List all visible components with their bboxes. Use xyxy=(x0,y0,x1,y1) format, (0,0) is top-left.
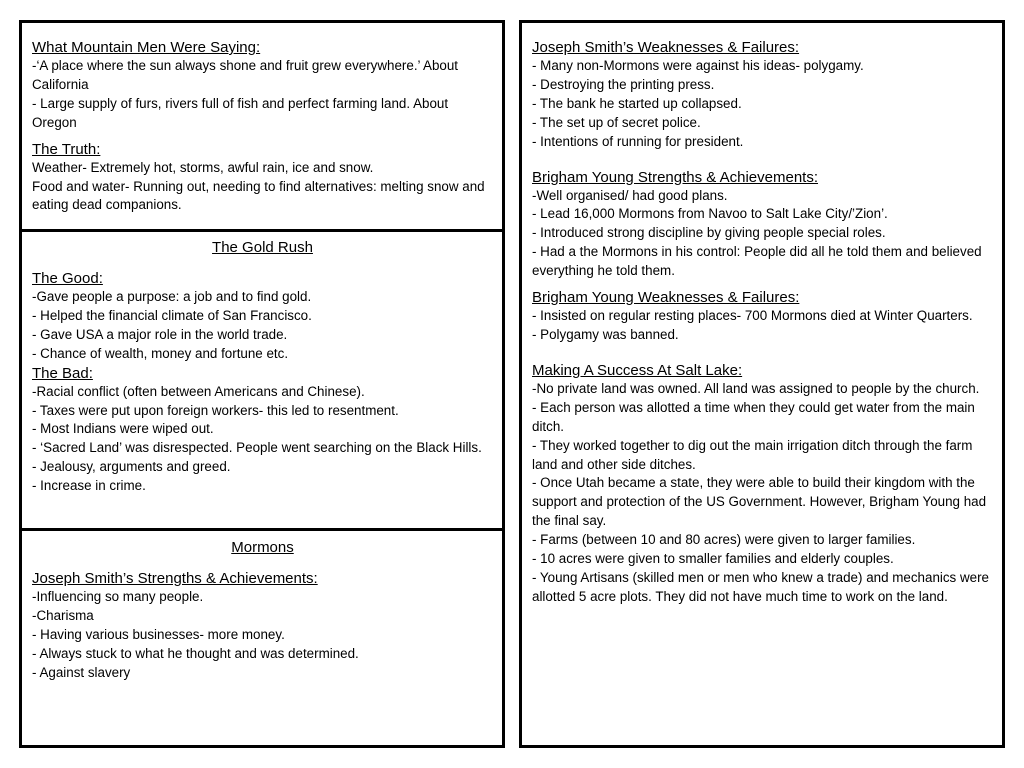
by-strengths-line: - Introduced strong discipline by giving people special roles. xyxy=(532,225,886,241)
salt-lake-line: - They worked together to dig out the main irrigation ditch through the farm land and other side ditches. xyxy=(532,437,973,472)
js-strengths-line: -Influencing so many people. xyxy=(32,589,204,604)
good-heading: The Good: xyxy=(32,270,103,287)
by-strengths-heading: Brigham Young Strengths & Achievements: xyxy=(532,168,819,186)
bad-line: - Taxes were put upon foreign workers- this led to resentment. xyxy=(32,402,399,418)
good-line: -Gave people a purpose: a job and to find gold. xyxy=(32,289,312,304)
mountain-men-panel xyxy=(19,20,505,232)
by-strengths-line: - Lead 16,000 Mormons from Navoo to Salt Lake City/’Zion’. xyxy=(532,206,888,222)
js-strengths-heading: Joseph Smith’s Strengths & Achievements: xyxy=(32,570,318,587)
salt-lake-line: - 10 acres were given to smaller families and elderly couples. xyxy=(532,551,894,567)
js-weaknesses-line: - Intentions of running for president. xyxy=(532,133,744,149)
js-strengths-line: - Always stuck to what he thought and was determined. xyxy=(32,645,359,661)
bad-line: - Increase in crime. xyxy=(32,478,146,494)
mountain-men-line: - Large supply of furs, rivers full of fish and perfect farming land. About Oregon xyxy=(32,95,449,130)
mountain-men-heading: What Mountain Men Were Saying: xyxy=(32,39,261,56)
bad-line: -Racial conflict (often between Americans and Chinese). xyxy=(32,383,365,399)
js-weaknesses-line: - The set up of secret police. xyxy=(532,114,701,130)
salt-lake-line: - Once Utah became a state, they were able to build their kingdom with the support and protection of the US Government. However, Brigham Young had the final say. xyxy=(532,475,987,529)
mormons-title: Mormons xyxy=(231,539,294,556)
mountain-men-line: -‘A place where the sun always shone and fruit grew everywhere.’ About California xyxy=(32,58,459,92)
bad-line: - ‘Sacred Land’ was disrespected. People went searching on the Black Hills. xyxy=(32,440,482,456)
bad-heading: The Bad: xyxy=(32,364,93,382)
salt-lake-heading: Making A Success At Salt Lake: xyxy=(532,361,743,379)
by-strengths-line: -Well organised/ had good plans. xyxy=(532,187,728,203)
by-weaknesses-heading: Brigham Young Weaknesses & Failures: xyxy=(532,289,800,307)
good-line: - Gave USA a major role in the world trade. xyxy=(32,326,288,342)
js-strengths-line: -Charisma xyxy=(32,607,94,623)
truth-heading: The Truth: xyxy=(32,140,101,158)
good-line: - Chance of wealth, money and fortune etc. xyxy=(32,345,289,361)
by-strengths-line: - Had a the Mormons in his control: People did all he told them and believed everything he told them. xyxy=(532,244,982,279)
truth-line: Weather- Extremely hot, storms, awful rain, ice and snow. xyxy=(32,159,374,175)
mormons-panel xyxy=(19,528,505,748)
gold-rush-panel xyxy=(19,229,505,531)
salt-lake-line: - Young Artisans (skilled men or men who knew a trade) and mechanics were allotted 5 acre plots. They did not have much time to work on the land. xyxy=(532,569,989,604)
right-panel xyxy=(519,20,1005,748)
salt-lake-line: - Farms (between 10 and 80 acres) were given to larger families. xyxy=(532,532,916,548)
js-weaknesses-heading: Joseph Smith’s Weaknesses & Failures: xyxy=(532,39,800,56)
bad-line: - Jealousy, arguments and greed. xyxy=(32,459,231,475)
by-weaknesses-line: - Polygamy was banned. xyxy=(532,326,679,342)
bad-line: - Most Indians were wiped out. xyxy=(32,421,214,437)
js-weaknesses-line: - Destroying the printing press. xyxy=(532,76,715,92)
by-weaknesses-line: - Insisted on regular resting places- 700 Mormons died at Winter Quarters. xyxy=(532,308,973,324)
js-strengths-line: - Against slavery xyxy=(32,664,131,680)
salt-lake-line: -No private land was owned. All land was assigned to people by the church. xyxy=(532,380,980,396)
salt-lake-line: - Each person was allotted a time when they could get water from the main ditch. xyxy=(532,399,975,434)
js-weaknesses-line: - Many non-Mormons were against his ideas- polygamy. xyxy=(532,58,864,73)
truth-line: Food and water- Running out, needing to find alternatives: melting snow and eating dead companions. xyxy=(32,178,485,213)
js-weaknesses-line: - The bank he started up collapsed. xyxy=(532,95,742,111)
good-line: - Helped the financial climate of San Francisco. xyxy=(32,307,312,323)
js-strengths-line: - Having various businesses- more money. xyxy=(32,626,285,642)
gold-rush-title: The Gold Rush xyxy=(212,239,313,256)
